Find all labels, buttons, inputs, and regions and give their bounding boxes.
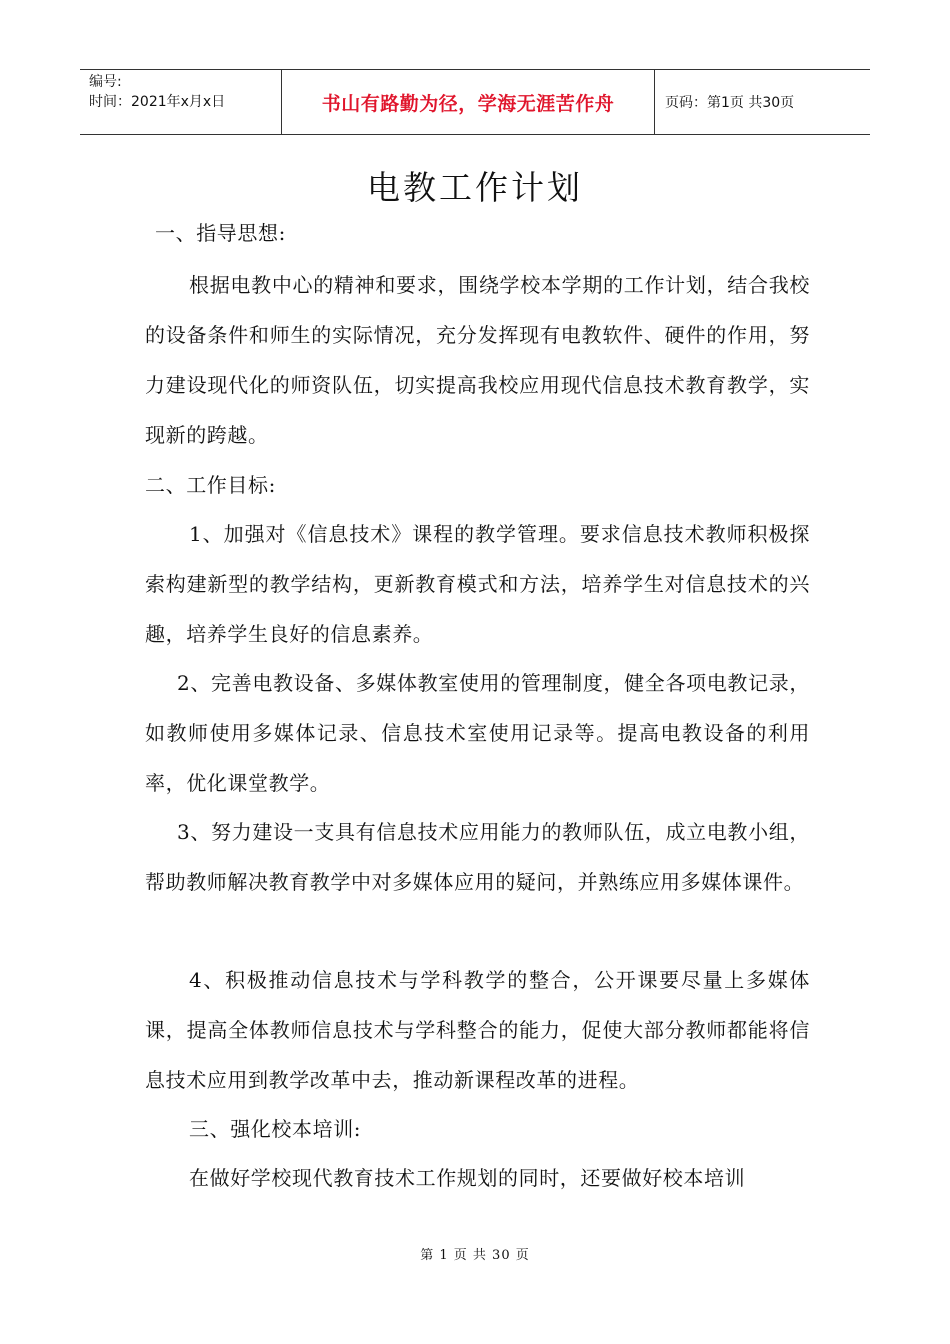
goal-item-2: 2、完善电教设备、多媒体教室使用的管理制度，健全各项电教记录，如教师使用多媒体记录、信息技术室使用记录等。提高电教设备的利用率，优化课堂教学。 — [145, 671, 810, 795]
motto: 书山有路勤为径，学海无涯苦作舟 — [281, 70, 655, 134]
page-info: 页码：第1页 共30页 — [665, 95, 795, 111]
number-label: 编号: — [89, 74, 122, 90]
paragraph-training: 在做好学校现代教育技术工作规划的同时，还要做好校本培训 — [189, 1166, 746, 1190]
document-header — [80, 69, 870, 135]
time-label: 时间：2021年x月x日 — [89, 94, 226, 110]
goal-item-4: 4、积极推动信息技术与学科教学的整合，公开课要尽量上多媒体课，提高全体教师信息技术与学科整合的能力，促使大部分教师都能将信息技术应用到教学改革中去，推动新课程改革的进程。 — [145, 968, 810, 1092]
goal-item-1: 1、加强对《信息技术》课程的教学管理。要求信息技术教师积极探索构建新型的教学结构，更新教育模式和方法，培养学生对信息技术的兴趣，培养学生良好的信息素养。 — [145, 522, 810, 646]
goal-item-3: 3、努力建设一支具有信息技术应用能力的教师队伍，成立电教小组，帮助教师解决教育教学中对多媒体应用的疑问，并熟练应用多媒体课件。 — [145, 820, 810, 894]
document-title: 电教工作计划 — [367, 168, 583, 207]
section-heading-guiding-ideology: 一、指导思想: — [155, 221, 286, 245]
header-left-cell — [80, 70, 281, 134]
paragraph-guiding-ideology: 根据电教中心的精神和要求，围绕学校本学期的工作计划，结合我校的设备条件和师生的实际情况，充分发挥现有电教软件、硬件的作用，努力建设现代化的师资队伍，切实提高我校应用现代信息技术教育教学，实现新的跨越。 — [145, 273, 810, 447]
section-heading-work-goals: 二、工作目标: — [145, 473, 276, 497]
section-heading-training: 三、强化校本培训: — [189, 1117, 362, 1141]
page-footer: 第 1 页 共 30 页 — [420, 1248, 530, 1263]
